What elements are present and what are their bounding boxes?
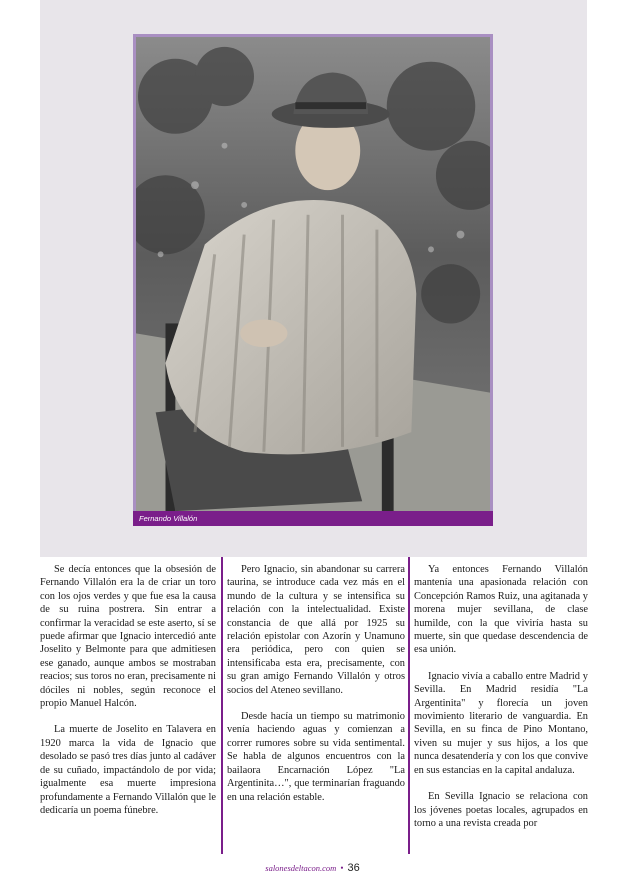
footer-site-name: salonesdeltacon.com: [265, 863, 337, 873]
page-number: 36: [347, 862, 360, 874]
paragraph: Ya entonces Fernando Villalón mantenía una apasionada relación con Concepción Ramos Ruiz, una agitanada y morena mujer sevillana, de clase humilde, con la que viviría hasta su muerte, sin que quedase descendencia de esa unión.: [414, 564, 588, 656]
paragraph: Desde hacía un tiempo su matrimonio venía haciendo aguas y comienzan a correr rumores sobre su vida sentimental. Se habla de algunos encuentros con la bailaora Encarnación López "La Argentinita…", que terminarían fraguando en una relación estable.: [227, 711, 405, 803]
page-footer: [0, 862, 625, 874]
paragraph: Pero Ignacio, sin abandonar su carrera taurina, se introduce cada vez más en el mundo de la cultura y se intensifica su relación con la intelectualidad. Existe constancia de que allá por 1925 su relación epistolar con Azorín y Unamuno era periódica, pero con quien se intensificaba esta era, precisamente, con su gran amigo Fernando Villalón y otros socios del Ateneo sevillano.: [227, 564, 405, 696]
paragraph: Ignacio vivía a caballo entre Madrid y Sevilla. En Madrid residía "La Argentinita" y florecía un joven movimiento literario de vanguardia. En Sevilla, en su finca de Pino Montano, viven su mujer y sus hijos, a los que nunca desatendería y con los que convive en sus estancias en la capital andaluza.: [414, 670, 588, 776]
paragraph: En Sevilla Ignacio se relaciona con los jóvenes poetas locales, agrupados en torno a una revista creada por: [414, 791, 588, 829]
text-column-1: [40, 563, 216, 853]
text-column-2: [227, 563, 405, 853]
photo-caption: Fernando Villalón: [133, 511, 493, 526]
footer-bullet: •: [340, 863, 344, 873]
paragraph: La muerte de Joselito en Talavera en 1920 marca la vida de Ignacio que desolado se pasó tres días junto al cadáver de su cuñado, impactándolo de por vida; igualmente esa muerte impresiona profundamente a Fernando Villalón que le dedicaría un poema fúnebre.: [40, 724, 216, 816]
column-divider: [221, 557, 223, 854]
column-divider: [408, 557, 410, 854]
paragraph: Se decía entonces que la obsesión de Fernando Villalón era la de criar un toro con los ojos verdes y que fue esa la causa de su ruina postrera. Sin entrar a confirmar la veracidad se este aserto, sí se puede afirmar que Ignacio intercedió ante Joselito y Belmonte para que admitiesen ese ganado, aunque ambos se mostraban reacios; sus toros no eran, precisamente ni dóciles ni nobles, según reconoce el propio Manuel Halcón.: [40, 564, 216, 710]
portrait-photo-image: [136, 37, 490, 521]
text-column-3: [414, 563, 588, 853]
portrait-photo: [133, 34, 493, 524]
